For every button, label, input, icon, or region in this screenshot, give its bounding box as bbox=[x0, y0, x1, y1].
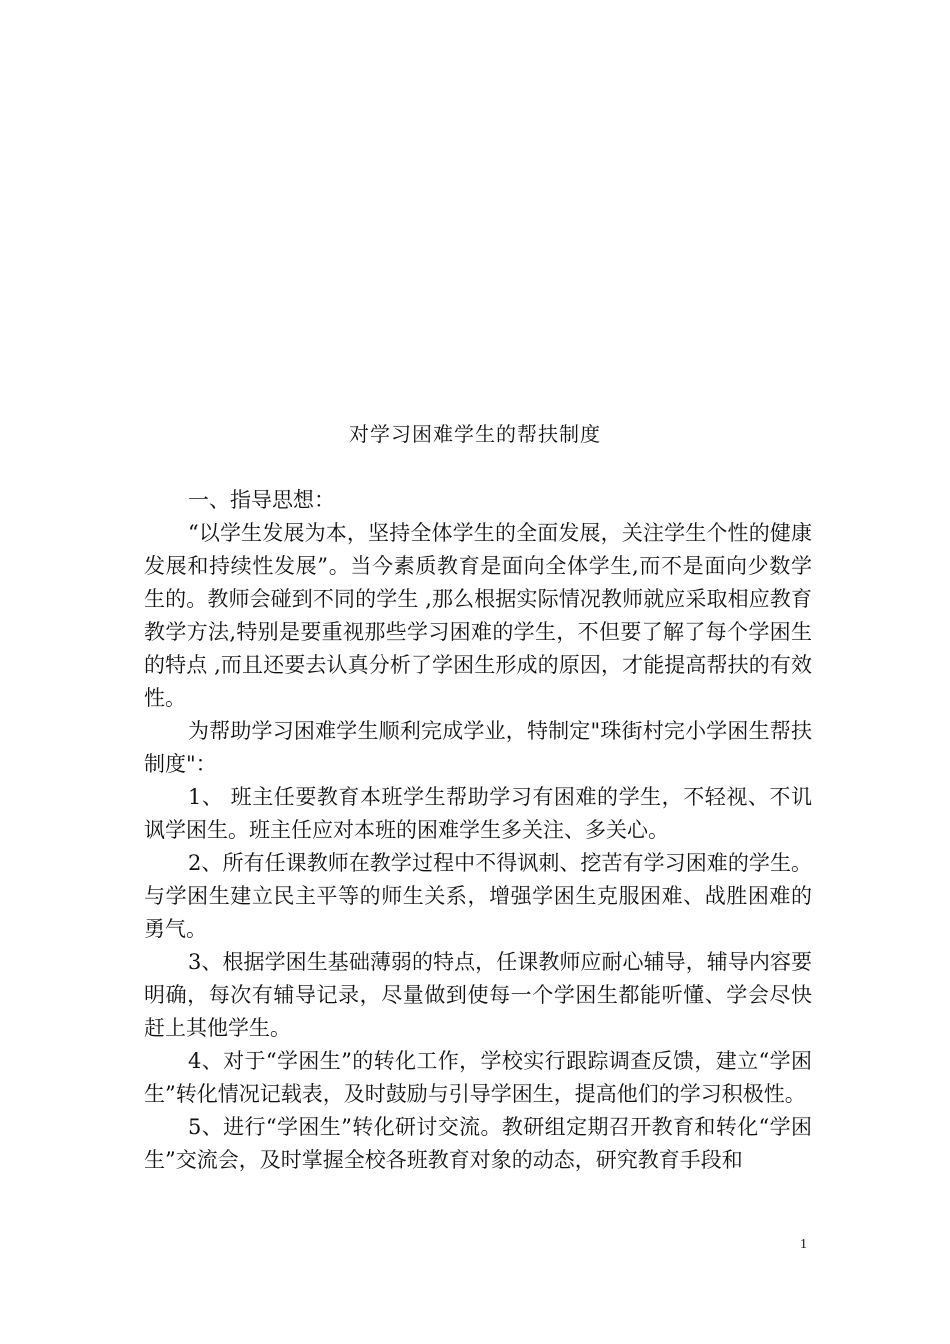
page-number: 1 bbox=[800, 1237, 807, 1252]
paragraph-guiding-thought: “以学生发展为本，坚持全体学生的全面发展，关注学生个性的健康发展和持续性发展”。当今素质教育是面向全体学生,而不是面向少数学生的。教师会碰到不同的学生 ,那么根据实际情况教师就应采取相应教育教学方法,特别是要重视那些学习困难的学生，不但要了解了每个学困生的特点 ,而且还要去认真分析了学困生形成的原因，才能提高帮扶的有效性。 bbox=[144, 521, 812, 710]
paragraph-purpose: 为帮助学习困难学生顺利完成学业，特制定"珠街村完小学困生帮扶制度"： bbox=[144, 719, 812, 776]
rule-item-5: 5、进行“学困生”转化研讨交流。教研组定期召开教育和转化“学困生”交流会，及时掌握全校各班教育对象的动态，研究教育手段和 bbox=[144, 1115, 812, 1172]
rule-item-2: 2、所有任课教师在教学过程中不得讽刺、挖苦有学习困难的学生。与学困生建立民主平等的师生关系，增强学困生克服困难、战胜困难的勇气。 bbox=[144, 851, 812, 941]
rule-item-4: 4、对于“学困生”的转化工作，学校实行跟踪调查反馈，建立“学困生”转化情况记载表，及时鼓励与引导学困生，提高他们的学习积极性。 bbox=[144, 1049, 812, 1106]
rule-item-1: 1、 班主任要教育本班学生帮助学习有困难的学生，不轻视、不讥讽学困生。班主任应对本班的困难学生多关注、多关心。 bbox=[144, 785, 812, 842]
document-body bbox=[144, 484, 812, 1177]
rule-item-3: 3、根据学困生基础薄弱的特点，任课教师应耐心辅导，辅导内容要明确，每次有辅导记录，尽量做到使每一个学困生都能听懂、学会尽快赶上其他学生。 bbox=[144, 950, 812, 1040]
section-heading-guiding-thought: 一、指导思想： bbox=[188, 488, 335, 512]
document-title: 对学习困难学生的帮扶制度 bbox=[349, 422, 601, 446]
